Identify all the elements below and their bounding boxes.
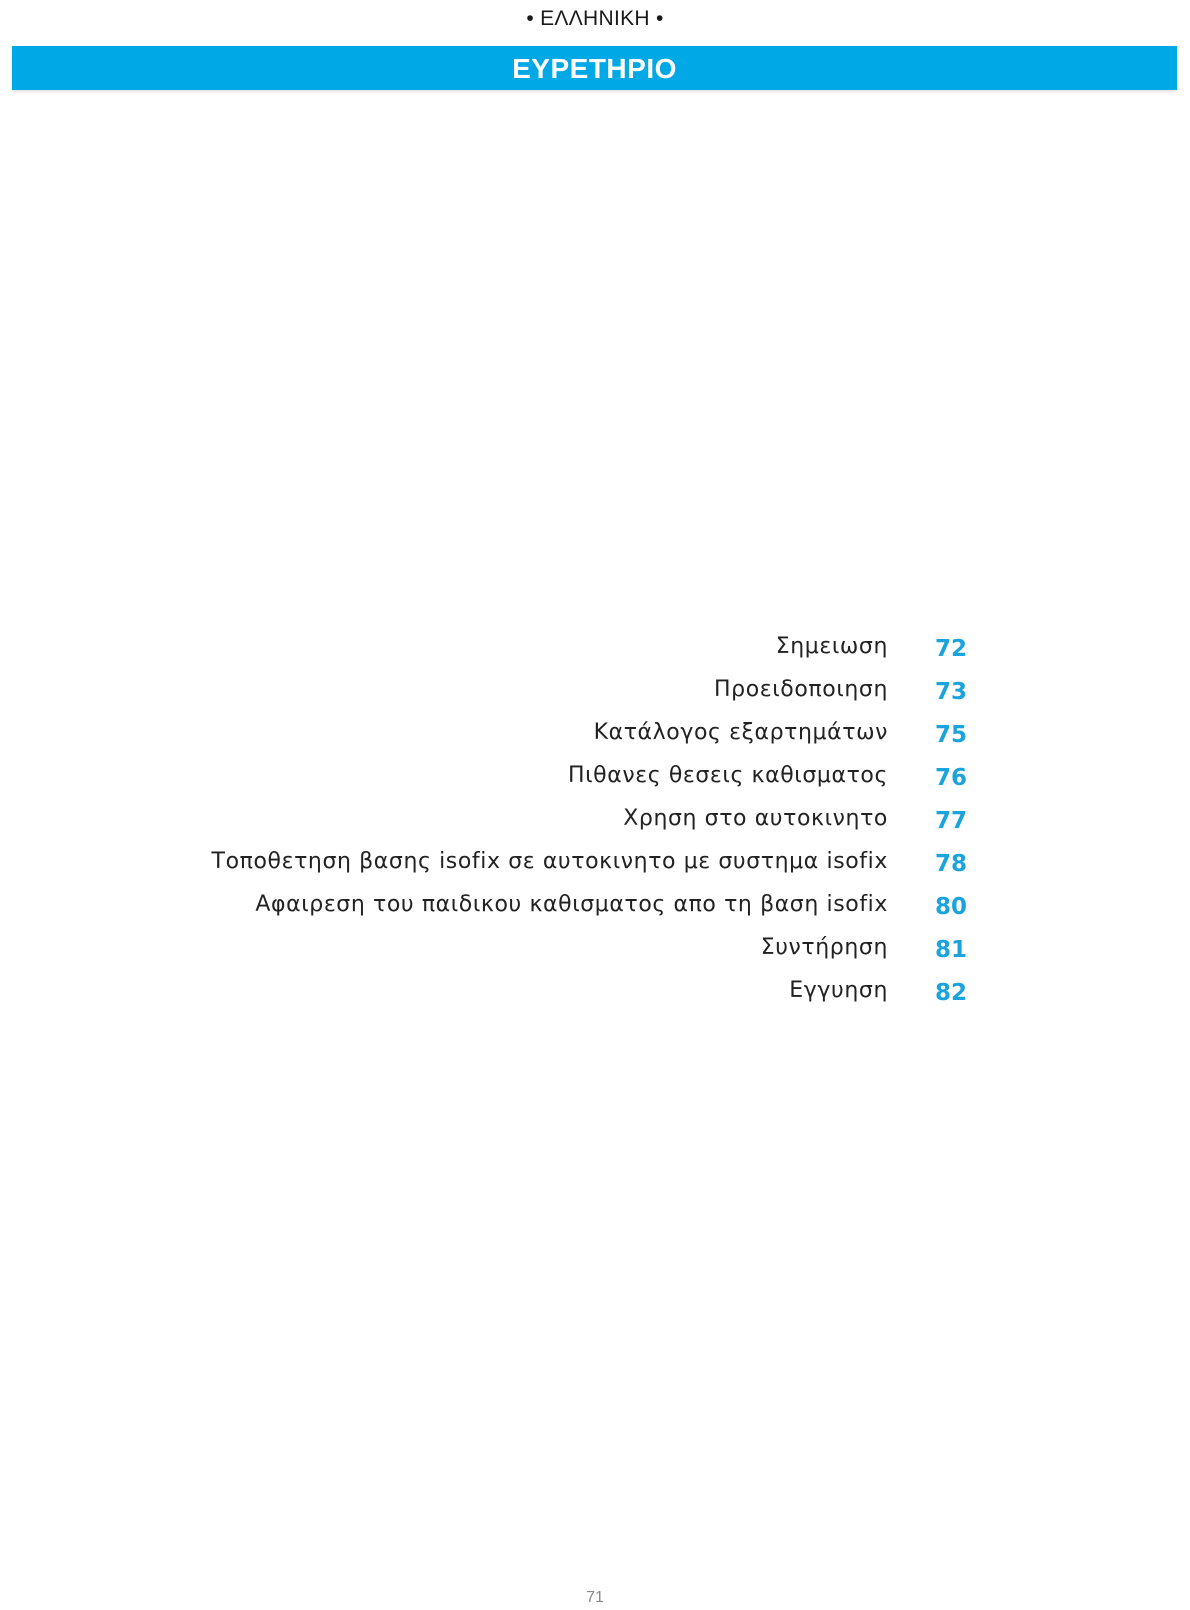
- index-entry: [0, 928, 1190, 971]
- index-entry: [0, 713, 1190, 756]
- index-list: [0, 627, 1190, 1027]
- index-entry-label: Προειδοποιηση: [713, 677, 888, 702]
- index-entry-label: Τοποθετηση βασης isofix σε αυτοκινητο με συστημα isofix: [211, 849, 888, 874]
- index-entry: [0, 627, 1190, 670]
- index-entry: [0, 885, 1190, 928]
- index-entry-page-number: 75: [935, 722, 968, 748]
- index-entry-page-number: 76: [935, 765, 968, 791]
- index-entry-page-number: 82: [935, 980, 968, 1006]
- language-header: • ΕΛΛΗΝΙΚΗ •: [526, 7, 664, 30]
- index-entry-page-number: 78: [935, 851, 968, 877]
- index-entry: [0, 670, 1190, 713]
- section-title: ΕΥΡΕΤΗΡΙΟ: [512, 53, 677, 84]
- index-entry-label: Εγγυηση: [789, 978, 888, 1003]
- index-entry-label: Συντήρηση: [760, 935, 888, 960]
- index-entry-label: Πιθανες θεσεις καθισματος: [567, 763, 888, 788]
- index-entry: [0, 756, 1190, 799]
- index-entry-page-number: 72: [935, 636, 968, 662]
- index-entry-page-number: 77: [935, 808, 968, 834]
- index-entry-page-number: 81: [935, 937, 968, 963]
- index-entry-page-number: 80: [935, 894, 968, 920]
- footer-page-number: 71: [586, 1589, 604, 1606]
- index-entry: [0, 799, 1190, 842]
- index-entry-label: Κατάλογος εξαρτημάτων: [593, 720, 888, 745]
- index-entry: [0, 971, 1190, 1014]
- index-entry-label: Σημειωση: [775, 634, 888, 659]
- section-title-bar: [12, 46, 1177, 90]
- index-entry: [0, 842, 1190, 885]
- index-entry-label: Χρηση στο αυτοκινητο: [623, 806, 888, 831]
- index-entry-label: Αφαιρεση του παιδικου καθισματος απο τη βαση isofix: [255, 892, 888, 917]
- index-entry-page-number: 73: [935, 679, 968, 705]
